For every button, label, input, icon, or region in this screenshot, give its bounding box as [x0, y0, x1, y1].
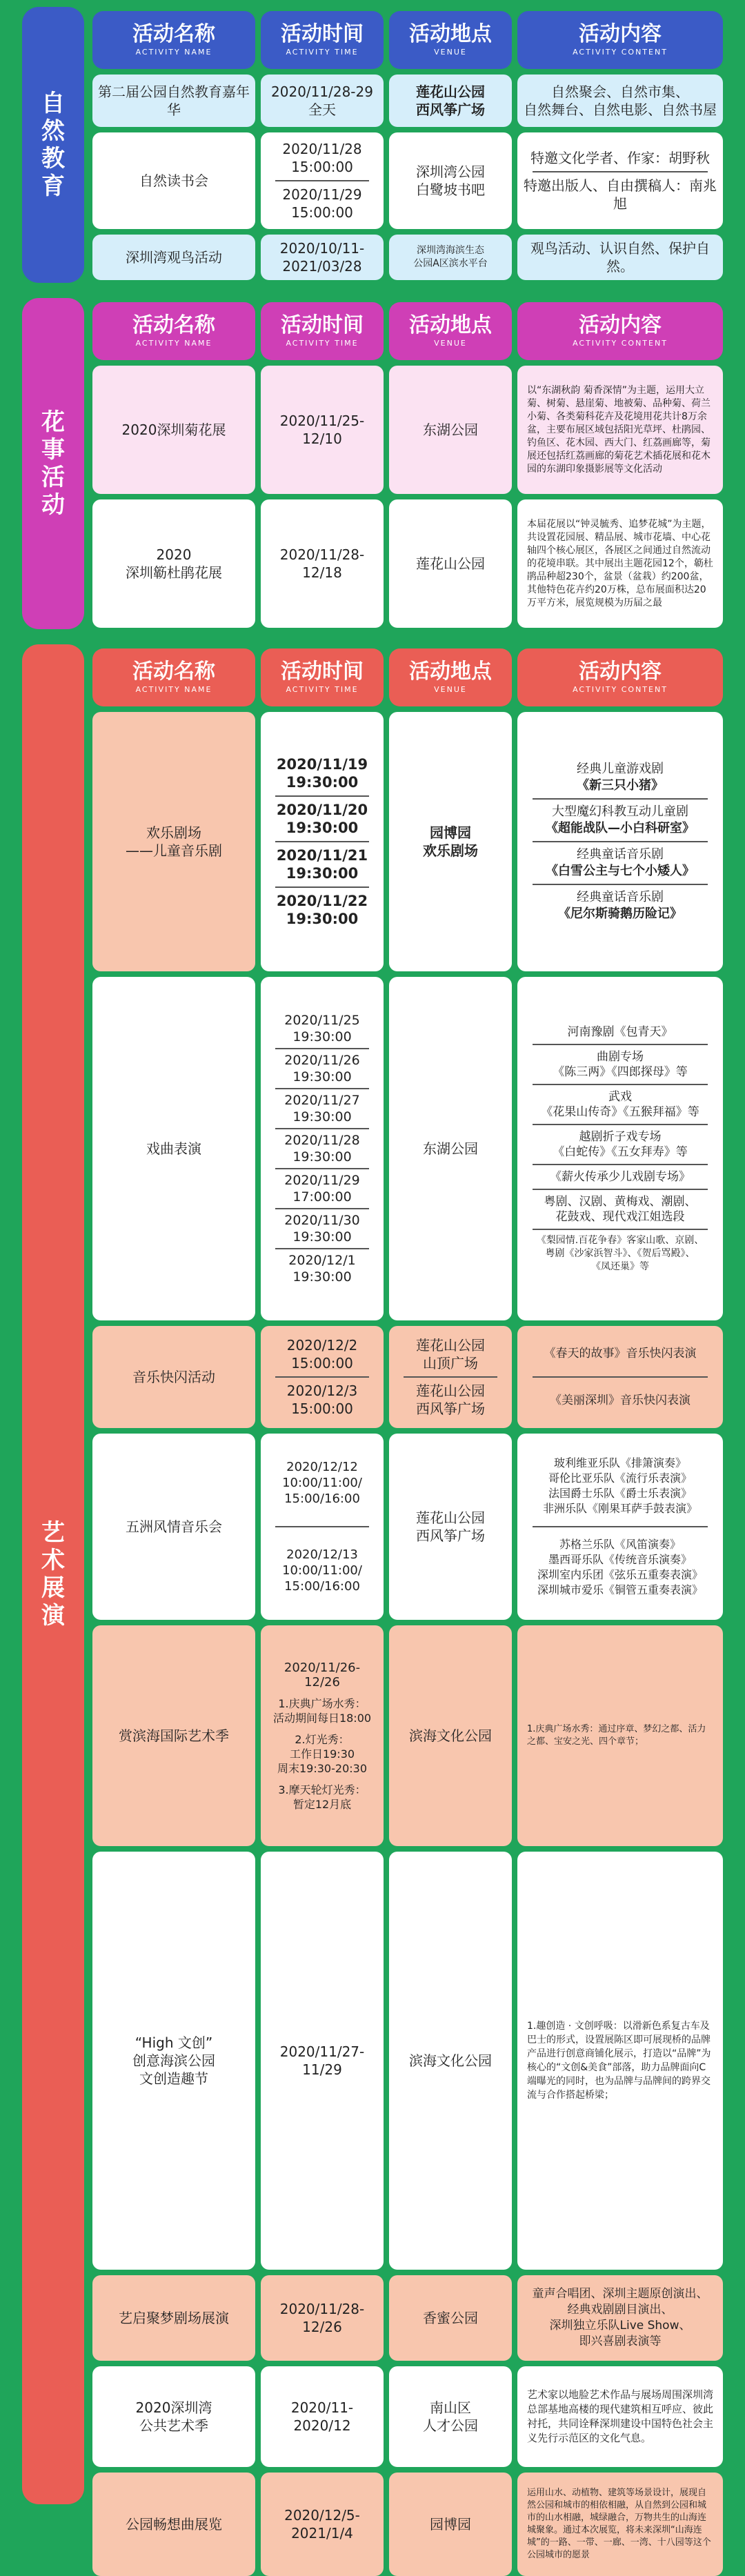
- activity-content: [517, 1852, 723, 2270]
- divider: [275, 1168, 369, 1169]
- header-content: [517, 648, 723, 706]
- time-text: 10:00/11:00/: [282, 1563, 362, 1578]
- activity-time: [261, 235, 384, 280]
- content-text: 《美丽深圳》音乐快闪表演: [550, 1394, 691, 1407]
- header-content-en: ACTIVITY CONTENT: [573, 48, 668, 57]
- activity-name: [92, 75, 255, 127]
- table-row: [87, 1326, 727, 1428]
- venue-text: 山顶广场: [423, 1355, 478, 1371]
- content-text: 《陈三两》《四郎探母》等: [553, 1064, 688, 1079]
- content-text: 经典儿童游戏剧: [577, 762, 664, 776]
- content-text: 非洲乐队《刚果耳萨手鼓表演》: [542, 1502, 697, 1515]
- category-text: 艺术展演: [41, 1519, 65, 1629]
- header-content: [517, 302, 723, 360]
- time-text: 2020/11/19: [276, 756, 368, 773]
- time-text: 2020/12/1: [288, 1253, 356, 1268]
- venue-text: 西风筝广场: [416, 101, 485, 118]
- header-time-en: ACTIVITY TIME: [286, 685, 359, 694]
- activity-name: [92, 1326, 255, 1428]
- time-text: 2020/11/30: [284, 1213, 360, 1228]
- divider: [275, 795, 369, 797]
- divider: [533, 798, 708, 800]
- venue-text: 滨海文化公园: [409, 1727, 492, 1744]
- content-text: 武戏: [608, 1089, 632, 1104]
- time-text: 19:30:00: [286, 911, 359, 927]
- venue-text: 香蜜公园: [423, 2310, 478, 2326]
- activity-time: [261, 1852, 384, 2270]
- time-text: 11/29: [302, 2061, 342, 2078]
- activity-time: [261, 132, 384, 229]
- time-text: 2020/11/28-: [279, 546, 365, 563]
- divider: [275, 1526, 369, 1527]
- venue-text: 莲花山公园: [416, 1383, 485, 1399]
- activity-name: [92, 499, 255, 628]
- content-text: 花鼓戏、现代戏江姐选段: [555, 1209, 685, 1224]
- table-row: [87, 499, 727, 628]
- header-venue-en: VENUE: [434, 685, 467, 694]
- activity-time: [261, 499, 384, 628]
- time-text: 2020/11/26-: [284, 1660, 361, 1675]
- time-text: 2020/11/27-: [279, 2043, 365, 2060]
- category-label-art: [22, 644, 84, 2504]
- divider: [275, 1048, 369, 1049]
- time-text: 暂定12月底: [292, 1797, 352, 1811]
- activity-content: [517, 1434, 723, 1620]
- venue-text: 深圳湾公园: [416, 164, 485, 180]
- activity-time: [261, 2366, 384, 2467]
- venue-text: 莲花山公园: [416, 83, 485, 100]
- content-text: 艺术家以地脸艺术作品与展场周围深圳湾总部基地高楼的现代建筑相互呼应、彼此衬托，共同诠释深圳建设中国特色社会主义先行示范区的文化气息。: [527, 2388, 714, 2444]
- time-text: 2021/03/28: [282, 258, 362, 275]
- time-text: 2021/1/4: [291, 2525, 353, 2542]
- table-row: [87, 2366, 727, 2467]
- activity-venue: [389, 2275, 512, 2361]
- header-name-cn: 活动名称: [132, 313, 215, 337]
- time-text: 2020/10/11-: [279, 240, 365, 257]
- activity-content: [517, 977, 723, 1320]
- activity-content: [517, 132, 723, 229]
- section-art-performance: [12, 644, 733, 2560]
- activity-name: [92, 235, 255, 280]
- header-name: [92, 648, 255, 706]
- activity-name-text: 艺启聚梦剧场展演: [119, 2310, 229, 2326]
- table-row: [87, 132, 727, 229]
- time-text: 工作日19:30: [289, 1747, 355, 1761]
- activity-time: [261, 712, 384, 971]
- time-text: 2020/11/29: [284, 1173, 360, 1188]
- activity-venue: [389, 712, 512, 971]
- activity-name-text: “High 文创” 创意海滨公园 文创造趣节: [132, 2034, 215, 2087]
- content-text: 法国爵士乐队《爵士乐表演》: [548, 1487, 692, 1500]
- content-text: 自然聚会、自然市集、: [551, 83, 689, 100]
- content-text: 粤剧、汉剧、黄梅戏、潮剧、: [544, 1194, 697, 1209]
- divider: [533, 1189, 708, 1190]
- category-text: 花事活动: [41, 408, 65, 519]
- activity-time: [261, 1625, 384, 1846]
- divider: [533, 884, 708, 885]
- content-text: 《白雪公主与七个小矮人》: [546, 864, 695, 878]
- header-venue: [389, 302, 512, 360]
- activity-name: [92, 1852, 255, 2270]
- content-text: 经典戏剧剧目演出、: [567, 2303, 673, 2317]
- time-text: 全天: [308, 101, 336, 118]
- header-content-en: ACTIVITY CONTENT: [573, 685, 668, 694]
- content-text: 深圳城市爱乐《铜管五重奏表演》: [537, 1583, 703, 1596]
- content-text: 即兴喜剧表演等: [579, 2335, 662, 2348]
- content-text: 特邀文化学者、作家：胡野秋: [530, 150, 710, 166]
- category-label-nature: [22, 7, 84, 283]
- header-venue-cn: 活动地点: [409, 22, 492, 46]
- time-text: 12/10: [302, 430, 342, 447]
- venue-text: 白鹭坡书吧: [416, 181, 485, 198]
- header-name-cn: 活动名称: [132, 22, 215, 46]
- activity-time: [261, 2275, 384, 2361]
- time-text: 3.摩天轮灯光秀：: [278, 1783, 366, 1796]
- header-time-cn: 活动时间: [281, 660, 364, 684]
- time-text: 2020/11/28-: [279, 2301, 365, 2317]
- time-text: 15:00/16:00: [284, 1492, 360, 1506]
- category-label-flower: [22, 298, 84, 629]
- activity-content: [517, 1326, 723, 1428]
- venue-text: 东湖公园: [423, 422, 478, 438]
- content-text: 粤剧《沙家浜智斗》、《贺后骂殿》、: [545, 1247, 695, 1259]
- activity-venue: [389, 75, 512, 127]
- time-text: 15:00:00: [291, 1355, 353, 1371]
- time-text: 2020/11/22: [276, 893, 368, 909]
- content-text: 《新三只小猪》: [577, 778, 664, 793]
- time-text: 2020/11/25-: [279, 413, 365, 429]
- time-text: 2020/12/2: [286, 1337, 358, 1354]
- venue-text: 莲花山公园: [416, 1337, 485, 1354]
- time-text: 15:00:00: [291, 159, 353, 175]
- content-text: 大型魔幻科教互动儿童剧: [552, 804, 688, 819]
- divider: [275, 1088, 369, 1089]
- content-text: 经典童话音乐剧: [577, 847, 664, 862]
- venue-text: 西风筝广场: [416, 1400, 485, 1417]
- time-text: 19:30:00: [286, 820, 359, 836]
- header-content: [517, 11, 723, 69]
- time-text: 2020/12/12: [286, 1460, 358, 1474]
- activity-venue: [389, 1434, 512, 1620]
- venue-text: 莲花山公园: [416, 1509, 485, 1526]
- time-text: 2020/11/26: [284, 1053, 360, 1068]
- time-text: 2020/11/20: [276, 802, 368, 818]
- divider: [533, 841, 708, 842]
- content-text: 运用山水、动植物、建筑等场景设计，展现自然公园和城市的相依相融，从自然到公园和城市的山水相融，城绿融合，万物共生的山海连城聚象。通过本次展览，将未来深圳“山海连城”的一路、一带、一廊、一湾、十八园等这个公园城市的愿景: [527, 2488, 711, 2560]
- divider: [275, 1248, 369, 1249]
- time-text: 12/26: [304, 1674, 340, 1690]
- content-text: 《春天的故事》音乐快闪表演: [544, 1347, 697, 1360]
- activity-name: [92, 977, 255, 1320]
- divider: [533, 1124, 708, 1125]
- venue-text: 西风筝广场: [416, 1527, 485, 1544]
- header-venue-en: VENUE: [434, 48, 467, 57]
- table-row: [87, 366, 727, 494]
- header-name: [92, 11, 255, 69]
- time-text: 2020/11-: [290, 2399, 354, 2416]
- activity-time: [261, 366, 384, 494]
- time-text: 2020/11/21: [276, 847, 368, 864]
- table-row: [87, 1852, 727, 2270]
- header-time-cn: 活动时间: [281, 313, 364, 337]
- content-text: 《尼尔斯骑鹅历险记》: [558, 906, 682, 921]
- activity-name: [92, 366, 255, 494]
- content-text: 深圳室内乐团《弦乐五重奏表演》: [537, 1568, 703, 1581]
- activity-time: [261, 2473, 384, 2576]
- time-text: 10:00/11:00/: [282, 1476, 362, 1490]
- divider: [533, 1084, 708, 1085]
- activity-venue: [389, 132, 512, 229]
- divider: [533, 1376, 708, 1378]
- activity-name-text: 戏曲表演: [146, 1140, 201, 1157]
- content-text: 河南豫剧《包青天》: [567, 1024, 673, 1039]
- time-text: 15:00/16:00: [284, 1579, 360, 1594]
- activity-name: [92, 132, 255, 229]
- time-text: 2020/12/3: [286, 1383, 358, 1399]
- time-text: 1.庆典广场水秀：: [278, 1696, 366, 1710]
- activity-name-text: 五洲风情音乐会: [126, 1518, 222, 1535]
- activity-name: [92, 1434, 255, 1620]
- divider: [533, 1229, 708, 1230]
- activity-name: [92, 712, 255, 971]
- header-name-cn: 活动名称: [132, 660, 215, 684]
- table-row: [87, 712, 727, 971]
- activity-name-text: 自然读书会: [139, 172, 208, 189]
- header-venue-en: VENUE: [434, 339, 467, 348]
- header-venue-cn: 活动地点: [409, 660, 492, 684]
- activity-name-text: 2020深圳菊花展: [121, 422, 226, 438]
- venue-text: 公园A区滨水平台: [413, 258, 488, 269]
- time-text: 15:00:00: [291, 204, 353, 221]
- header-content-cn: 活动内容: [579, 660, 662, 684]
- section-nature-education: [12, 7, 733, 283]
- activity-content: [517, 366, 723, 494]
- time-text: 19:30:00: [292, 1029, 352, 1044]
- divider: [533, 171, 708, 172]
- venue-text: 南山区: [430, 2399, 471, 2416]
- activity-content: [517, 712, 723, 971]
- divider: [275, 1376, 369, 1378]
- content-text: 《梨园情.百花争春》客家山歌、京剧、: [536, 1234, 704, 1246]
- table-row: [87, 235, 727, 280]
- activity-time: [261, 75, 384, 127]
- activity-content: [517, 235, 723, 280]
- activity-name-text: 欢乐剧场 ——儿童音乐剧: [126, 824, 222, 859]
- time-text: 19:30:00: [292, 1109, 352, 1124]
- activity-name: [92, 1625, 255, 1846]
- header-venue: [389, 648, 512, 706]
- activity-name-text: 2020 深圳簕杜鹃花展: [126, 546, 222, 581]
- content-text: 1.庆典广场水秀：通过序章、梦幻之都、活力之都、宝安之光、四个章节；: [527, 1724, 706, 1747]
- header-time-cn: 活动时间: [281, 22, 364, 46]
- divider: [275, 886, 369, 888]
- time-text: 活动期间每日18:00: [272, 1711, 372, 1725]
- table-row: [87, 75, 727, 127]
- activity-venue: [389, 1625, 512, 1846]
- activity-content: [517, 499, 723, 628]
- header-content-cn: 活动内容: [579, 313, 662, 337]
- content-text: 《花果山传奇》《五猴拜福》等: [541, 1104, 699, 1119]
- activity-venue: [389, 2473, 512, 2576]
- time-text: 15:00:00: [291, 1400, 353, 1417]
- time-text: 19:30:00: [292, 1269, 352, 1285]
- header-time: [261, 302, 384, 360]
- activity-name: [92, 2275, 255, 2361]
- activity-content: [517, 2473, 723, 2576]
- header-content-en: ACTIVITY CONTENT: [573, 339, 668, 348]
- time-text: 周末19:30-20:30: [277, 1761, 367, 1775]
- time-text: 19:30:00: [292, 1069, 352, 1084]
- activity-content: [517, 2366, 723, 2467]
- activity-name-text: 深圳湾观鸟活动: [126, 249, 222, 266]
- divider: [404, 1376, 497, 1378]
- header-venue-cn: 活动地点: [409, 313, 492, 337]
- time-text: 12/18: [302, 564, 342, 581]
- activity-name: [92, 2366, 255, 2467]
- divider: [533, 1164, 708, 1165]
- time-text: 2020/11/29: [282, 186, 362, 203]
- activity-content: [517, 2275, 723, 2361]
- venue-text: 东湖公园: [423, 1140, 478, 1157]
- activity-time: [261, 1434, 384, 1620]
- content-text: 《超能战队—小白科研室》: [546, 821, 695, 835]
- header-time: [261, 648, 384, 706]
- content-text: 1.趣创造 · 文创呼吸：以滑新色系复古车及巴士的形式，设置展陈区即可展现桥的品牌产品进行创意商铺化展示，打造以“品牌”为核心的“文创&美食”部落，助力品牌面向C端曝光的同时，也为品牌与品牌间的跨界交流与合作搭起桥梁；: [527, 2021, 711, 2101]
- activity-venue: [389, 2366, 512, 2467]
- time-text: 2020/11/28-29: [271, 83, 373, 100]
- activity-venue: [389, 1326, 512, 1428]
- content-text: 墨西哥乐队《传统音乐演奏》: [548, 1553, 692, 1566]
- table-row: [87, 1625, 727, 1846]
- header-time-en: ACTIVITY TIME: [286, 48, 359, 57]
- activity-name: [92, 2473, 255, 2576]
- time-text: 19:30:00: [292, 1229, 352, 1245]
- activity-name-text: 音乐快闪活动: [132, 1369, 215, 1385]
- content-text: 经典童话音乐剧: [577, 890, 664, 904]
- venue-text: 人才公园: [423, 2417, 478, 2434]
- header-name-en: ACTIVITY NAME: [135, 685, 212, 694]
- time-text: 2020/11/28: [282, 141, 362, 157]
- content-text: 玻利维亚乐队《排箫演奏》: [553, 1456, 686, 1469]
- time-text: 2020/11/28: [284, 1133, 360, 1148]
- header-venue: [389, 11, 512, 69]
- content-text: 越剧折子戏专场: [579, 1129, 662, 1144]
- header-time-en: ACTIVITY TIME: [286, 339, 359, 348]
- time-text: 2020/12: [293, 2417, 351, 2434]
- content-text: 深圳独立乐队Live Show、: [549, 2319, 691, 2332]
- table-row: [87, 977, 727, 1320]
- time-text: 2020/12/5-: [284, 2507, 360, 2524]
- activity-content: [517, 75, 723, 127]
- section-flower-events: [12, 298, 733, 629]
- activity-name-text: 2020深圳湾 公共艺术季: [135, 2399, 212, 2434]
- content-text: 曲剧专场: [597, 1049, 644, 1064]
- venue-text: 园博园: [430, 2516, 471, 2533]
- activity-name-text: 公园畅想曲展览: [126, 2516, 222, 2533]
- venue-text: 滨海文化公园: [409, 2052, 492, 2069]
- content-text: 特邀出版人、自由撰稿人：南兆旭: [524, 177, 717, 212]
- activity-venue: [389, 499, 512, 628]
- divider: [275, 1208, 369, 1209]
- activity-name-text: 赏滨海国际艺术季: [119, 1727, 229, 1744]
- activity-name-text: 第二届公园自然教育嘉年华: [98, 83, 250, 118]
- time-text: 2020/11/25: [284, 1013, 360, 1028]
- activity-time: [261, 977, 384, 1320]
- time-text: 12/26: [302, 2319, 342, 2335]
- activity-content: [517, 1625, 723, 1846]
- activity-venue: [389, 235, 512, 280]
- divider: [275, 841, 369, 842]
- activity-time: [261, 1326, 384, 1428]
- divider: [533, 1044, 708, 1045]
- time-text: 2.灯光秀：: [295, 1732, 350, 1746]
- content-text: 观鸟活动、认识自然、保护自然。: [530, 240, 710, 275]
- divider: [275, 180, 369, 181]
- venue-text: 深圳湾海滨生态: [417, 245, 484, 256]
- category-text: 自然教育: [41, 90, 65, 200]
- content-text: 《薪火传承少儿戏剧专场》: [550, 1169, 691, 1184]
- header-time: [261, 11, 384, 69]
- content-text: 童声合唱团、深圳主题原创演出、: [532, 2287, 708, 2301]
- table-row: [87, 2275, 727, 2361]
- activity-venue: [389, 366, 512, 494]
- header-name-en: ACTIVITY NAME: [135, 339, 212, 348]
- time-text: 19:30:00: [286, 774, 359, 791]
- time-text: 19:30:00: [286, 865, 359, 882]
- venue-text: 欢乐剧场: [423, 842, 478, 859]
- table-row: [87, 2473, 727, 2576]
- content-text: 本届花展以“钟灵毓秀、追梦花城”为主题，共设置花园展、精品展、城市花墙、中心花轴四个核心展区，各展区之间通过自然流动的花境串联。其中展出主题花园12个，簕杜鹃品种超230个，盆景（盆栽）约200盆，其他特色花卉约20万株，总布展面积达20万平方米，展览规模为历届之最: [527, 518, 713, 608]
- time-text: 19:30:00: [292, 1149, 352, 1165]
- divider: [275, 1128, 369, 1129]
- header-content-cn: 活动内容: [579, 22, 662, 46]
- content-text: 哥伦比亚乐队《流行乐表演》: [548, 1472, 692, 1485]
- content-text: 苏格兰乐队《风笛演奏》: [559, 1538, 681, 1551]
- divider: [533, 1526, 708, 1527]
- content-text: 《白蛇传》《五女拜寿》等: [553, 1145, 688, 1159]
- content-text: 《凤还巢》等: [591, 1260, 649, 1272]
- header-name-en: ACTIVITY NAME: [135, 48, 212, 57]
- venue-text: 园博园: [430, 824, 471, 841]
- time-text: 2020/12/13: [286, 1547, 358, 1562]
- time-text: 2020/11/27: [284, 1093, 360, 1108]
- activity-venue: [389, 1852, 512, 2270]
- content-text: 自然舞台、自然电影、自然书屋: [524, 101, 717, 118]
- time-text: 17:00:00: [292, 1189, 352, 1205]
- table-row: [87, 1434, 727, 1620]
- header-name: [92, 302, 255, 360]
- activity-venue: [389, 977, 512, 1320]
- venue-text: 莲花山公园: [416, 555, 485, 572]
- content-text: 以“东湖秋韵 菊香深情”为主题，运用大立菊、树菊、悬崖菊、地被菊、品种菊、荷兰小菊、各类菊科花卉及花境用花共计8万余盆，主要布展区域包括阳光草坪、杜鹃园、钓鱼区、花木园、西大门、红荔画廊等，菊展还包括红荔画廊的菊花艺术插花展和花木园的东湖印象摄影展等文化活动: [527, 384, 711, 475]
